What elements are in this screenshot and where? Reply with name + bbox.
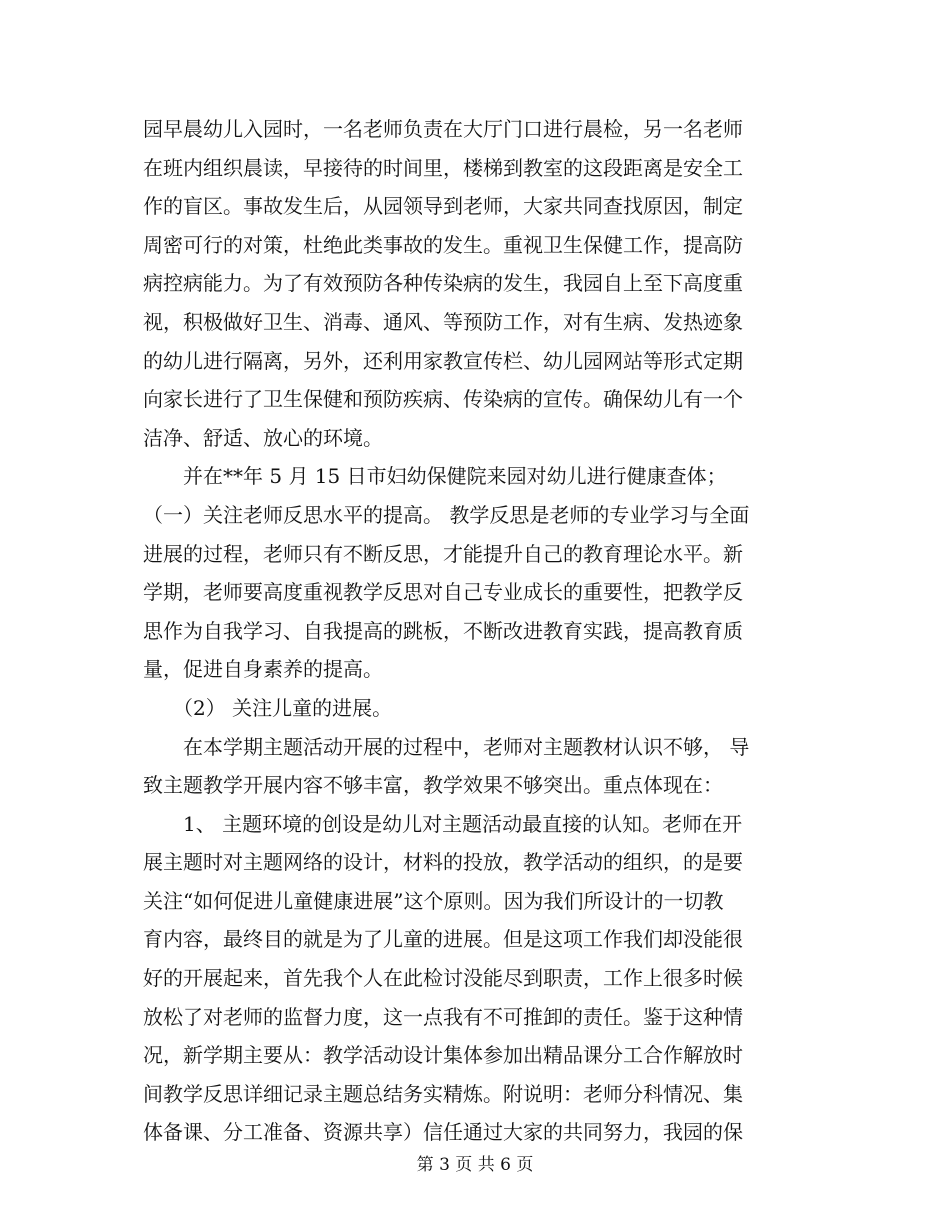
body-line: 放松了对老师的监督力度，这一点我有不可推卸的责任。鉴于这种情 bbox=[143, 1004, 743, 1029]
body-line: 向家长进行了卫生保健和预防疾病、传染病的宣传。确保幼儿有一个 bbox=[143, 387, 743, 412]
body-line: 进展的过程，老师只有不断反思，才能提升自己的教育理论水平。新 bbox=[143, 541, 743, 566]
body-line: 间教学反思详细记录主题总结务实精炼。附说明：老师分科情况、集 bbox=[143, 1081, 743, 1106]
body-line: 育内容，最终目的就是为了儿童的进展。但是这项工作我们却没能很 bbox=[143, 927, 743, 952]
body-line: 视，积极做好卫生、消毒、通风、等预防工作，对有生病、发热迹象 bbox=[143, 309, 743, 334]
body-line: 并在**年 5 月 15 日市妇幼保健院来园对幼儿进行健康查体； bbox=[143, 464, 727, 489]
body-line: 洁净、舒适、放心的环境。 bbox=[143, 425, 383, 450]
body-line: 学期，老师要高度重视教学反思对自己专业成长的重要性，把教学反 bbox=[143, 580, 743, 605]
page-number: 第 3 页 共 6 页 bbox=[416, 1155, 534, 1175]
body-line: 展主题时对主题网络的设计，材料的投放，教学活动的组织，的是要 bbox=[143, 850, 743, 875]
body-line: 1、 主题环境的创设是幼儿对主题活动最直接的认知。老师在开 bbox=[143, 811, 743, 836]
body-line: 况，新学期主要从：教学活动设计集体参加出精品课分工合作解放时 bbox=[143, 1043, 743, 1068]
body-line: （一）关注老师反思水平的提高。 教学反思是老师的专业学习与全面 bbox=[143, 502, 750, 527]
document-body bbox=[143, 110, 807, 1152]
body-line: 园早晨幼儿入园时，一名老师负责在大厅门口进行晨检，另一名老师 bbox=[143, 117, 743, 141]
body-line: 周密可行的对策，杜绝此类事故的发生。重视卫生保健工作，提高防 bbox=[143, 232, 743, 257]
body-line: 致主题教学开展内容不够丰富，教学效果不够突出。重点体现在： bbox=[143, 773, 723, 798]
body-line: 思作为自我学习、自我提高的跳板，不断改进教育实践，提高教育质 bbox=[143, 618, 743, 643]
body-line: 好的开展起来，首先我个人在此检讨没能尽到职责，工作上很多时候 bbox=[143, 966, 743, 991]
page-footer bbox=[0, 1154, 950, 1176]
body-line: 病控病能力。为了有效预防各种传染病的发生，我园自上至下高度重 bbox=[143, 271, 743, 296]
body-line: 在本学期主题活动开展的过程中，老师对主题教材认识不够， 导 bbox=[143, 734, 750, 759]
body-line: 关注“如何促进儿童健康进展”这个原则。因为我们所设计的一切教 bbox=[143, 888, 724, 913]
body-line: 体备课、分工准备、资源共享）信任通过大家的共同努力，我园的保 bbox=[143, 1120, 743, 1145]
body-line: （2） 关注儿童的进展。 bbox=[143, 695, 393, 720]
body-line: 的幼儿进行隔离，另外，还利用家教宣传栏、幼儿园网站等形式定期 bbox=[143, 348, 743, 373]
body-line: 在班内组织晨读，早接待的时间里，楼梯到教室的这段距离是安全工 bbox=[143, 155, 743, 180]
body-line: 量，促进自身素养的提高。 bbox=[143, 657, 383, 682]
body-line: 作的盲区。事故发生后，从园领导到老师，大家共同查找原因，制定 bbox=[143, 194, 743, 219]
